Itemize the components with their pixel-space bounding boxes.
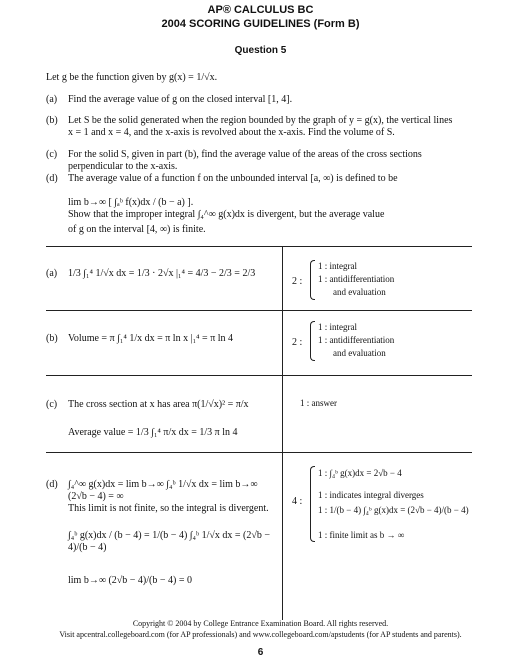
part-d-text-3: of g on the interval [4, ∞) is finite.: [68, 224, 206, 235]
part-c-label: (c): [46, 149, 58, 160]
solution-c-label: (c): [46, 399, 58, 410]
score-d-points: 4 :: [292, 496, 303, 507]
section-divider: [46, 246, 472, 247]
score-a-brace: [310, 260, 315, 300]
page-subtitle: 2004 SCORING GUIDELINES (Form B): [161, 18, 360, 30]
score-b-item-2: 1 : antidifferentiation: [318, 335, 395, 345]
part-d-label: (d): [46, 173, 58, 184]
score-b-brace: [310, 321, 315, 361]
part-b-text-1: Let S be the solid generated when the region bounded by the graph of y = g(x), the vertical lines: [68, 115, 453, 126]
score-d-item-1: 1 : ∫₄ᵇ g(x)dx = 2√b − 4: [318, 468, 402, 478]
score-b-item-3: and evaluation: [333, 348, 386, 358]
part-a-text: Find the average value of g on the closed interval [1, 4].: [68, 94, 293, 105]
solution-d-work-1: ∫₄^∞ g(x)dx = lim b→∞ ∫₄ᵇ 1/√x dx = lim b→∞ (2√b − 4) = ∞: [68, 479, 258, 502]
score-d-item-4: 1 : finite limit as b → ∞: [318, 530, 405, 540]
column-divider: [282, 246, 283, 620]
footer-visit: Visit apcentral.collegeboard.com (for AP professionals) and www.collegeboard.com/apstudents (for AP students and parents).: [59, 630, 462, 639]
part-c-text-2: perpendicular to the x-axis.: [68, 161, 178, 172]
page-title: AP® CALCULUS BC: [207, 4, 314, 16]
solution-d-work-4: lim b→∞ (2√b − 4)/(b − 4) = 0: [68, 575, 192, 586]
solution-d-work-2: This limit is not finite, so the integral is divergent.: [68, 503, 269, 514]
solution-b-label: (b): [46, 333, 58, 344]
score-d-brace: [310, 466, 315, 542]
prompt-intro: Let g be the function given by g(x) = 1/√x.: [46, 72, 218, 83]
solution-d-label: (d): [46, 479, 58, 490]
score-b-points: 2 :: [292, 337, 303, 348]
part-d-limit: lim b→∞ [ ∫ₐᵇ f(x)dx / (b − a) ].: [68, 197, 194, 208]
solution-a-work: 1/3 ∫₁⁴ 1/√x dx = 1/3 · 2√x |₁⁴ = 4/3 − 2/3 = 2/3: [68, 268, 256, 279]
footer-copyright: Copyright © 2004 by College Entrance Examination Board. All rights reserved.: [132, 619, 389, 628]
score-a-item-1: 1 : integral: [318, 261, 357, 271]
solution-c-work-1: The cross section at x has area π(1/√x)² = π/x: [68, 399, 249, 410]
part-d-text-1: The average value of a function f on the unbounded interval [a, ∞) is defined to be: [68, 173, 398, 184]
part-d-text-2: Show that the improper integral ∫₄^∞ g(x)dx is divergent, but the average value: [68, 209, 385, 220]
divider-a-b: [46, 310, 472, 311]
solution-d-work-3: ∫₄ᵇ g(x)dx / (b − 4) = 1/(b − 4) ∫₄ᵇ 1/√x dx = (2√b − 4)/(b − 4): [68, 530, 270, 553]
score-b-item-1: 1 : integral: [318, 322, 357, 332]
score-a-points: 2 :: [292, 276, 303, 287]
divider-b-c: [46, 375, 472, 376]
solution-a-label: (a): [46, 268, 58, 279]
score-a-item-2: 1 : antidifferentiation: [318, 274, 395, 284]
score-c-text: 1 : answer: [300, 398, 337, 408]
part-b-label: (b): [46, 115, 58, 126]
score-a-item-3: and evaluation: [333, 287, 386, 297]
solution-b-work: Volume = π ∫₁⁴ 1/x dx = π ln x |₁⁴ = π ln 4: [68, 333, 234, 344]
question-heading: Question 5: [234, 45, 287, 56]
solution-c-work-2: Average value = 1/3 ∫₁⁴ π/x dx = 1/3 π ln 4: [68, 427, 238, 438]
part-c-text-1: For the solid S, given in part (b), find the average value of the areas of the cross sections: [68, 149, 422, 160]
score-d-item-3: 1 : 1/(b − 4) ∫₄ᵇ g(x)dx = (2√b − 4)/(b − 4): [318, 505, 469, 515]
divider-c-d: [46, 452, 472, 453]
page-number: 6: [257, 647, 264, 658]
part-a-label: (a): [46, 94, 58, 105]
score-d-item-2: 1 : indicates integral diverges: [318, 490, 424, 500]
part-b-text-2: x = 1 and x = 4, and the x-axis is revolved about the x-axis. Find the volume of S.: [68, 127, 395, 138]
